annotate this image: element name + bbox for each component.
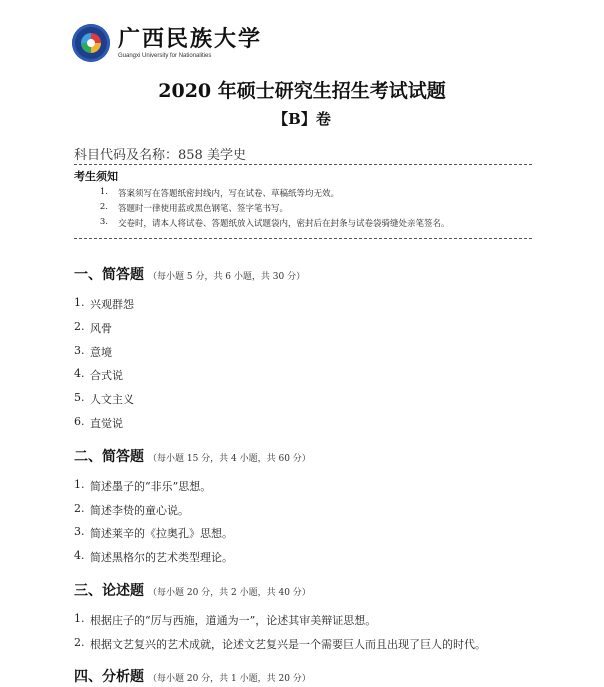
question-item <box>74 502 189 518</box>
question-text: 直觉说 <box>90 417 123 430</box>
question-number: 4. <box>74 549 85 562</box>
question-number: 2. <box>74 320 85 333</box>
notice-item-text: 答题时一律使用蓝或黑色钢笔、签字笔书写。 <box>118 204 289 214</box>
question-number: 2. <box>74 502 85 515</box>
question-number: 1. <box>74 612 85 625</box>
notice-block <box>74 168 532 229</box>
divider-bottom <box>74 238 532 239</box>
question-text: 根据文艺复兴的艺术成就，论述文艺复兴是一个需要巨人而且出现了巨人的时代。 <box>90 638 486 651</box>
section-heading <box>74 666 311 686</box>
notice-title: 考生须知 <box>74 170 118 183</box>
question-text: 风骨 <box>90 322 112 335</box>
section-title: 一、简答题 <box>74 267 144 283</box>
notice-item-text: 答案须写在答题纸密封线内，写在试卷、草稿纸等均无效。 <box>118 189 340 199</box>
question-number: 1. <box>74 478 85 491</box>
question-number: 4. <box>74 367 85 380</box>
notice-item-number: 3. <box>99 217 108 227</box>
notice-item-number: 1. <box>99 187 108 197</box>
question-text: 简述墨子的“非乐”思想。 <box>90 480 212 493</box>
question-item <box>74 612 376 628</box>
section-title: 二、简答题 <box>74 449 144 465</box>
question-item <box>74 636 486 652</box>
question-text: 简述李贽的童心说。 <box>90 504 189 517</box>
question-item <box>74 320 112 336</box>
question-text: 意境 <box>90 346 112 359</box>
section-score-note: （每小题 5 分，共 6 小题，共 30 分） <box>148 272 306 282</box>
notice-item-number: 2. <box>99 202 108 212</box>
section-heading <box>74 264 305 284</box>
section-score-note: （每小题 15 分，共 4 小题，共 60 分） <box>148 454 311 464</box>
question-item <box>74 478 211 494</box>
section-heading <box>74 446 311 466</box>
question-text: 人文主义 <box>90 393 134 406</box>
question-number: 6. <box>74 415 85 428</box>
notice-item <box>74 202 532 214</box>
question-number: 3. <box>74 344 85 357</box>
question-item <box>74 391 134 407</box>
notice-item-text: 交卷时，请本人将试卷、答题纸放入试题袋内，密封后在封条与试卷袋骑缝处亲笔签名。 <box>118 219 450 229</box>
question-text: 合式说 <box>90 369 123 382</box>
university-name-en: Guangxi University for Nationalities <box>118 53 212 59</box>
question-text: 简述黑格尔的艺术类型理论。 <box>90 551 233 564</box>
question-text: 简述莱辛的《拉奥孔》思想。 <box>90 527 233 540</box>
question-text: 兴观群怨 <box>90 298 134 311</box>
university-name-cn: 广西民族大学 <box>118 26 263 52</box>
question-text: 根据庄子的“厉与西施，道通为一”，论述其审美辩证思想。 <box>90 614 377 627</box>
section-heading <box>74 580 311 600</box>
section-score-note: （每小题 20 分，共 1 小题，共 20 分） <box>148 674 311 684</box>
university-seal-icon <box>72 24 110 62</box>
subject-line: 科目代码及名称：858 美学史 <box>74 148 246 163</box>
notice-item <box>74 217 532 229</box>
question-item <box>74 344 112 360</box>
question-item <box>74 549 233 565</box>
question-item <box>74 367 123 383</box>
divider-top <box>74 164 532 165</box>
question-number: 5. <box>74 391 85 404</box>
notice-item <box>74 187 532 199</box>
section-score-note: （每小题 20 分，共 2 小题，共 40 分） <box>148 588 311 598</box>
university-logo <box>72 24 262 62</box>
section-title: 三、论述题 <box>74 583 144 599</box>
section-title: 四、分析题 <box>74 669 144 685</box>
question-number: 3. <box>74 525 85 538</box>
question-number: 2. <box>74 636 85 649</box>
exam-title: 2020 年硕士研究生招生考试试题 <box>158 80 446 102</box>
paper-version: 【B】卷 <box>273 110 331 128</box>
question-item <box>74 415 123 431</box>
question-number: 1. <box>74 296 85 309</box>
question-item <box>74 296 134 312</box>
logo-text <box>118 27 262 59</box>
question-item <box>74 525 233 541</box>
